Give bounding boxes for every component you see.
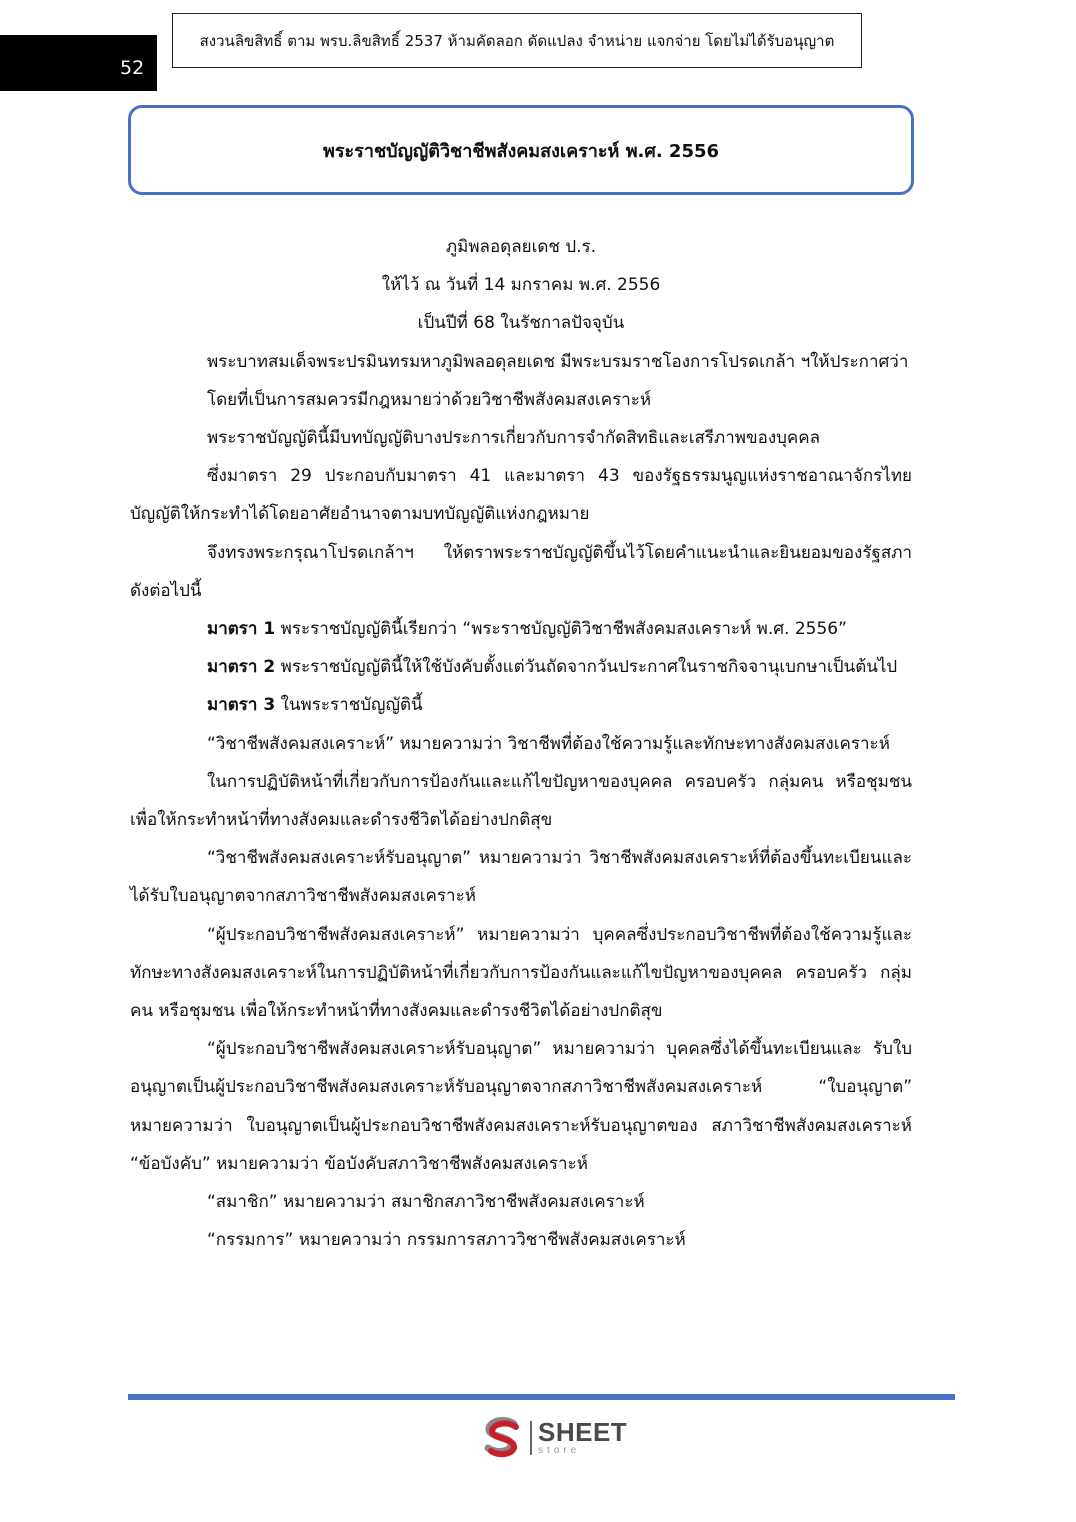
paragraph-enactment: จึงทรงพระกรุณาโปรดเกล้าฯ ให้ตราพระราชบัญญัติขึ้นไว้โดยคำแนะนำและยินยอมของรัฐสภา ดังต่อไปนี้ <box>130 542 912 601</box>
footer-divider <box>128 1394 955 1400</box>
definition-member: “สมาชิก” หมายความว่า สมาชิกสภาวิชาชีพสังคมสงเคราะห์ <box>207 1192 645 1213</box>
section-1-text: พระราชบัญญัตินี้เรียกว่า “พระราชบัญญัติวิชาชีพสังคมสงเคราะห์ พ.ศ. 2556” <box>275 619 847 640</box>
sheet-store-logo <box>480 1415 627 1460</box>
section-1-label: มาตรา 1 <box>207 619 276 640</box>
section-3-label: มาตรา 3 <box>207 695 276 716</box>
definition-social-work: “วิชาชีพสังคมสงเคราะห์” หมายความว่า วิชาชีพที่ต้องใช้ความรู้และทักษะทางสังคมสงเคราะห์ <box>207 733 890 754</box>
document-title: พระราชบัญญัติวิชาชีพสังคมสงเคราะห์ พ.ศ. 2556 <box>322 140 720 162</box>
section-1 <box>130 610 912 648</box>
section-3 <box>130 686 912 724</box>
copyright-notice-box <box>172 13 862 68</box>
definition-social-work-duties: ในการปฏิบัติหน้าที่เกี่ยวกับการป้องกันและแก้ไขปัญหาของบุคคล ครอบครัว กลุ่มคน หรือชุมชนเพื่อให้กระทำหน้าที่ทางสังคมและดำรงชีวิตได้อย่างปกติสุข <box>130 771 912 831</box>
paragraph-proclamation: พระบาทสมเด็จพระปรมินทรมหาภูมิพลอดุลยเดช มีพระบรมราชโองการโปรดเกล้า ฯให้ประกาศว่า <box>207 351 909 372</box>
page-number: 52 <box>120 57 145 79</box>
section-2-text: พระราชบัญญัตินี้ให้ใช้บังคับตั้งแต่วันถัดจากวันประกาศในราชกิจจานุเบกษาเป็นต้นไป <box>275 657 898 678</box>
sheet-store-logo-icon <box>480 1416 524 1460</box>
logo-wordmark <box>538 1419 627 1456</box>
paragraph-constitution: ซึ่งมาตรา 29 ประกอบกับมาตรา 41 และมาตรา 43 ของรัฐธรรมนูญแห่งราชอาณาจักรไทย บัญญัติให้กระทำได้โดยอาศัยอำนาจตามบทบัญญัติแห่งกฎหมาย <box>130 466 912 525</box>
section-2 <box>130 648 912 686</box>
reign-year: เป็นปีที่ 68 ในรัชกาลปัจจุบัน <box>417 313 625 334</box>
document-title-box <box>128 105 914 195</box>
definition-licensed-practitioner: “ผู้ประกอบวิชาชีพสังคมสงเคราะห์รับอนุญาต” หมายความว่า บุคคลซึ่งได้ขึ้นทะเบียนและ รับใบอนุญาตเป็นผู้ประกอบวิชาชีพสังคมสงเคราะห์รับอนุญาตจากสภาวิชาชีพสังคมสงเคราะห์ “ใบอนุญาต” หมายความว่า ใบอนุญาตเป็นผู้ประกอบวิชาชีพสังคมสงเคราะห์รับอนุญาตของ สภาวิชาชีพสังคมสงเคราะห์ “ข้อบังคับ” หมายความว่า ข้อบังคับสภาวิชาชีพสังคมสงเคราะห์ <box>130 1039 912 1174</box>
definition-licensed-social-work: “วิชาชีพสังคมสงเคราะห์รับอนุญาต” หมายความว่า วิชาชีพสังคมสงเคราะห์ที่ต้องขึ้นทะเบียนและได้รับใบอนุญาตจากสภาวิชาชีพสังคมสงเคราะห์ <box>130 848 912 907</box>
definition-committee: “กรรมการ” หมายความว่า กรรมการสภาววิชาชีพสังคมสงเคราะห์ <box>207 1230 686 1251</box>
logo-separator <box>530 1421 532 1455</box>
document-body <box>130 228 912 1259</box>
given-date: ให้ไว้ ณ วันที่ 14 มกราคม พ.ศ. 2556 <box>381 275 661 296</box>
definition-practitioner: “ผู้ประกอบวิชาชีพสังคมสงเคราะห์” หมายความว่า บุคคลซึ่งประกอบวิชาชีพที่ต้องใช้ความรู้และทักษะทางสังคมสงเคราะห์ในการปฏิบัติหน้าที่เกี่ยวกับการป้องกันและแก้ไขปัญหาของบุคคล ครอบครัว กลุ่มคน หรือชุมชน เพื่อให้กระทำหน้าที่ทางสังคมและดำรงชีวิตได้อย่างปกติสุข <box>130 924 912 1022</box>
section-3-text: ในพระราชบัญญัตินี้ <box>275 695 423 716</box>
paragraph-rights-restriction: พระราชบัญญัตินี้มีบทบัญญัติบางประการเกี่ยวกับการจำกัดสิทธิและเสรีภาพของบุคคล <box>207 428 821 449</box>
logo-subtext: store <box>538 1445 581 1456</box>
logo-text: SHEET <box>538 1417 628 1447</box>
copyright-notice: สงวนลิขสิทธิ์ ตาม พรบ.ลิขสิทธิ์ 2537 ห้ามคัดลอก ดัดแปลง จำหน่าย แจกจ่าย โดยไม่ได้รับอนุญาต <box>199 31 835 50</box>
royal-signature: ภูมิพลอดุลยเดช ป.ร. <box>445 237 597 257</box>
section-2-label: มาตรา 2 <box>207 657 276 678</box>
page-number-box <box>0 35 157 91</box>
paragraph-rationale: โดยที่เป็นการสมควรมีกฎหมายว่าด้วยวิชาชีพสังคมสงเคราะห์ <box>207 389 652 410</box>
